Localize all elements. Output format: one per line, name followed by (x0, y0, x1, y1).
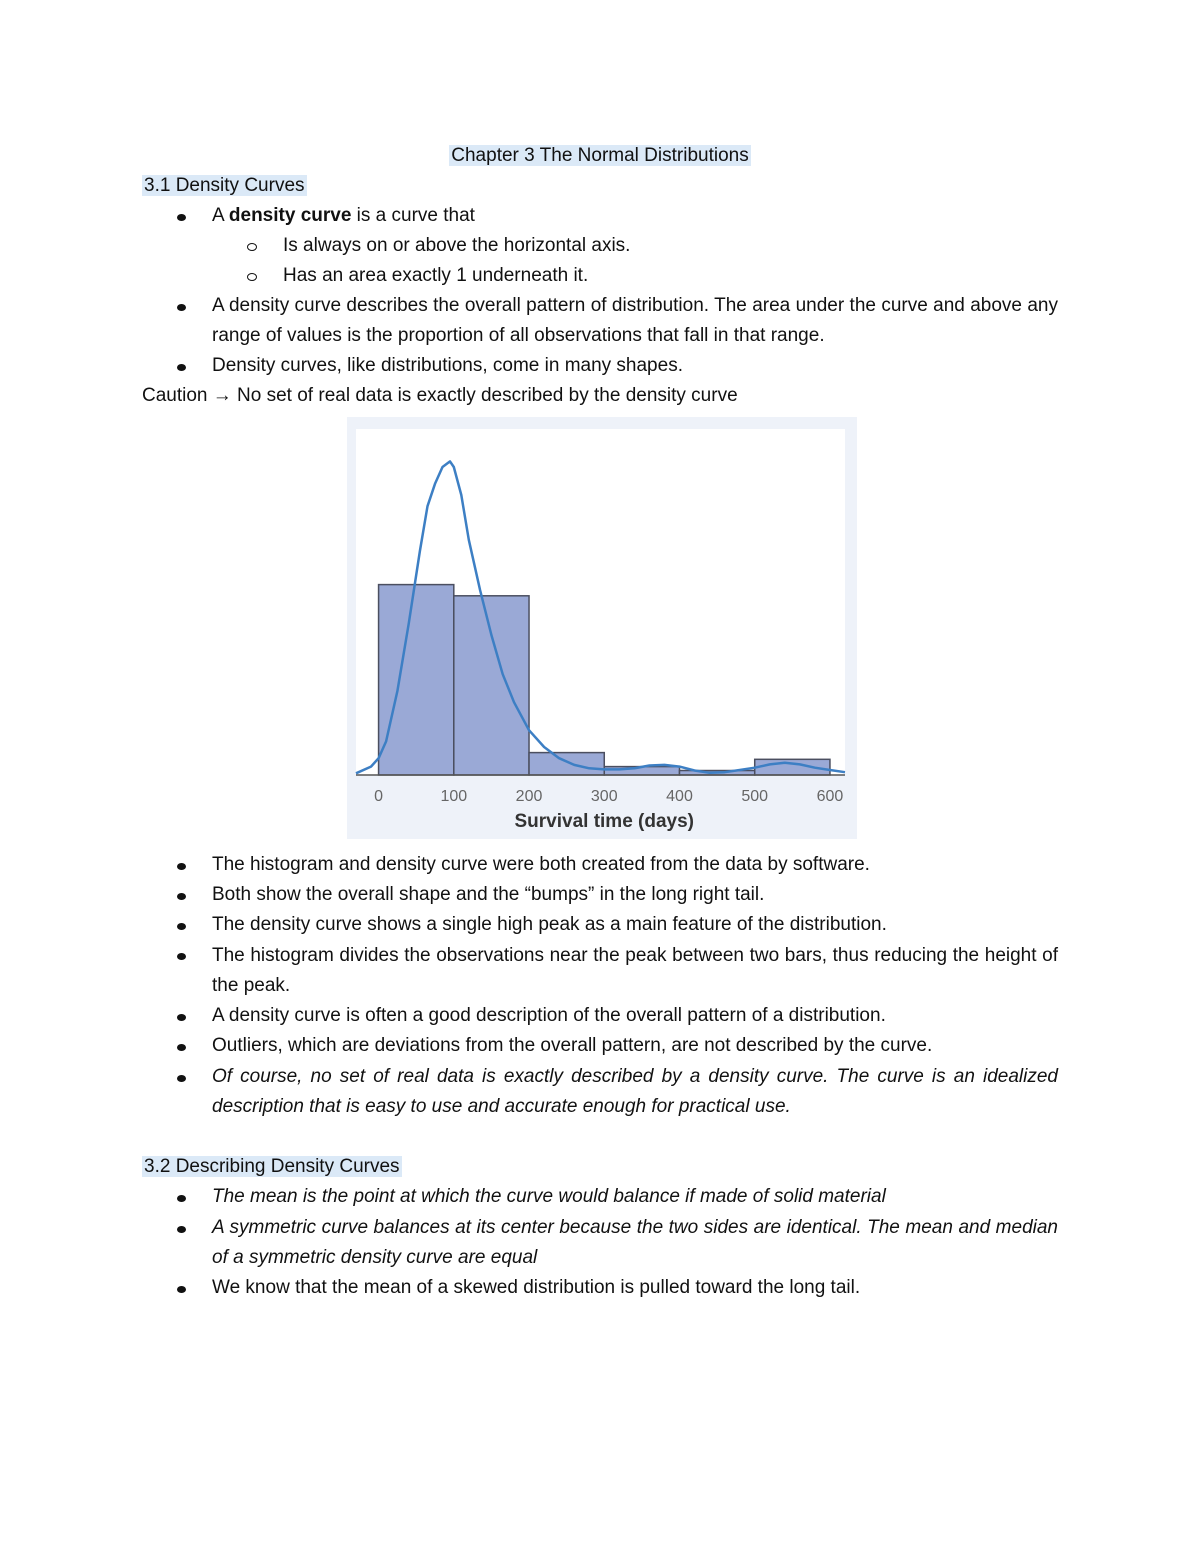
bullet-icon (177, 893, 186, 900)
bullet-icon (177, 364, 186, 371)
chapter-title: Chapter 3 The Normal Distributions (451, 145, 749, 166)
bullet-icon (177, 1044, 186, 1051)
section-heading-3-1: 3.1 Density Curves (144, 175, 305, 196)
bullet-icon (177, 953, 186, 960)
sub-bullet-icon (247, 273, 257, 281)
bullet-icon (177, 1226, 186, 1233)
bullet-histogram-divides: The histogram divides the observations near the peak between two bars, thus reducing the height of the peak. (212, 945, 1058, 996)
bullet-icon (177, 304, 186, 311)
histogram-bar-1 (454, 596, 529, 775)
histogram-svg (347, 417, 857, 839)
sub-bullet-icon (247, 243, 257, 251)
x-tick-label-3: 300 (590, 788, 618, 805)
histogram-bar-0 (379, 585, 454, 775)
x-tick-label-6: 600 (816, 788, 844, 805)
x-tick-label-4: 400 (666, 788, 693, 805)
bullet-outliers: Outliers, which are deviations from the overall pattern, are not described by the curve. (212, 1035, 933, 1056)
bullet-bumps: Both show the overall shape and the “bumps” in the long right tail. (212, 884, 765, 905)
bullet-icon (177, 863, 186, 870)
bullet-icon (177, 1075, 186, 1082)
bullet-icon (177, 214, 186, 221)
bullet-icon (177, 1014, 186, 1021)
bullet-of-course: Of course, no set of real data is exactly described by a density curve. The curve is an idealized description that is easy to use and accurate enough for practical use. (212, 1066, 1058, 1117)
sub-bullet-area-one: Has an area exactly 1 underneath it. (283, 265, 589, 286)
histogram-chart (347, 417, 857, 839)
bullet-mean-balance: The mean is the point at which the curve would balance if made of solid material (212, 1186, 886, 1207)
sub-bullet-above-axis: Is always on or above the horizontal axis. (283, 235, 631, 256)
histogram-bar-2 (529, 753, 604, 775)
bullet-single-peak: The density curve shows a single high peak as a main feature of the distribution. (212, 914, 887, 935)
x-tick-label-5: 500 (741, 788, 769, 805)
x-axis-title: Survival time (days) (514, 811, 695, 832)
section-heading-3-2: 3.2 Describing Density Curves (144, 1156, 400, 1177)
bullet-symmetric-curve: A symmetric curve balances at its center because the two sides are identical. The mean and median of a symmetric density curve are equal (212, 1217, 1058, 1268)
bullet-overall-pattern: A density curve describes the overall pattern of distribution. The area under the curve and above any range of values is the proportion of all observations that fall in that range. (212, 295, 1058, 346)
bullet-skewed-mean: We know that the mean of a skewed distribution is pulled toward the long tail. (212, 1277, 861, 1298)
bullet-many-shapes: Density curves, like distributions, come in many shapes. (212, 355, 683, 376)
bullet-icon (177, 1195, 186, 1202)
bullet-icon (177, 923, 186, 930)
x-tick-label-0: 0 (374, 788, 384, 805)
bullet-icon (177, 1286, 186, 1293)
caution-note: Caution → No set of real data is exactly described by the density curve (142, 385, 738, 406)
bullet-software: The histogram and density curve were both created from the data by software. (212, 854, 870, 875)
bullet-good-description: A density curve is often a good description of the overall pattern of a distribution. (212, 1005, 886, 1026)
bullet-density-curve-def: A density curve is a curve that (212, 205, 475, 226)
x-tick-label-1: 100 (440, 788, 468, 805)
x-tick-label-2: 200 (515, 788, 543, 805)
